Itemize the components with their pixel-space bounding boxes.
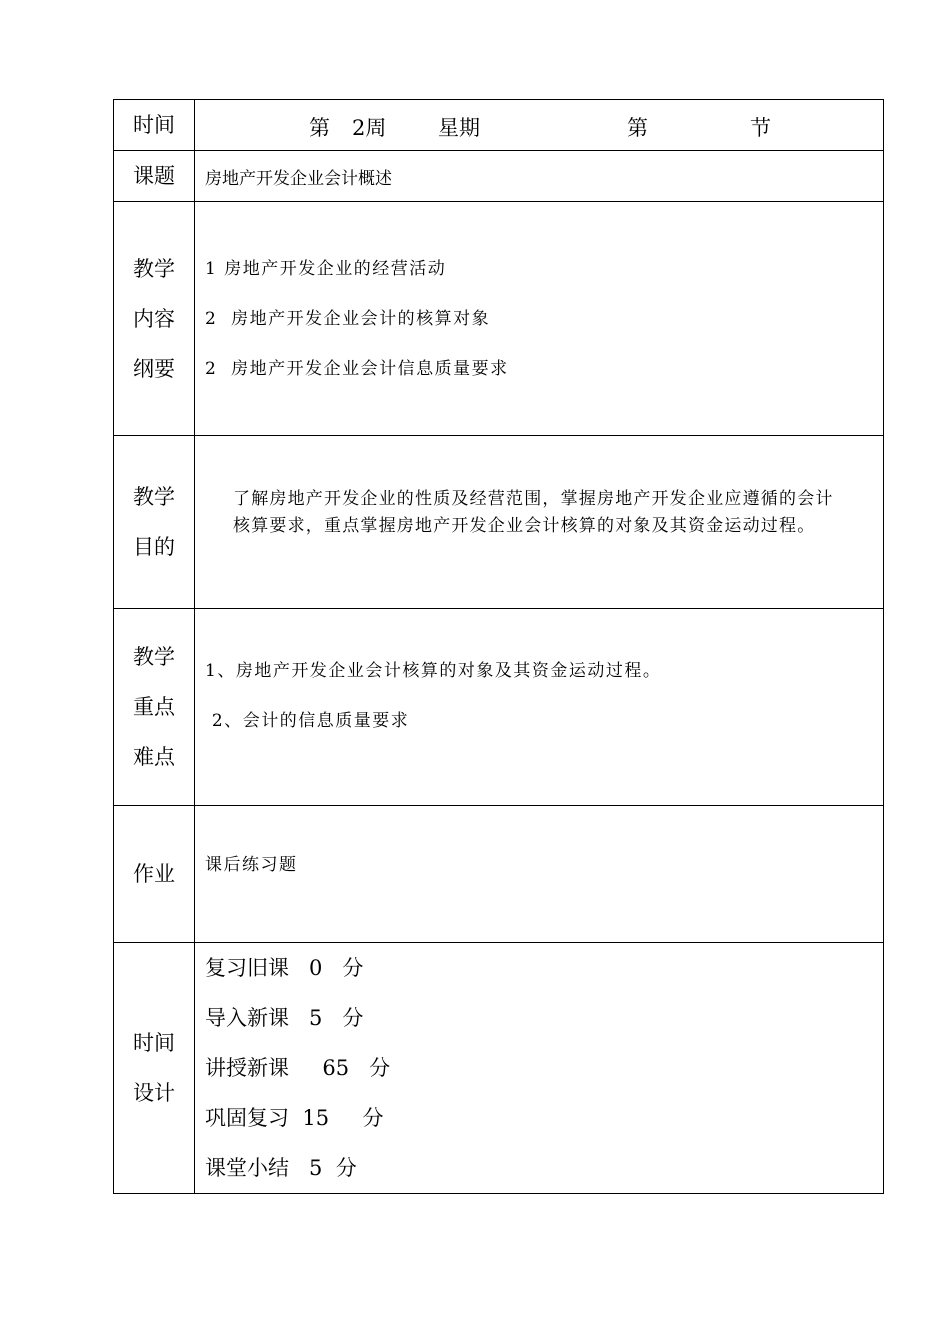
outline-list	[195, 202, 884, 436]
row-time-design	[114, 943, 884, 1194]
topic-text: 房地产开发企业会计概述	[205, 168, 392, 189]
label-outline-line-1: 教学	[133, 256, 175, 281]
section-prefix: 第	[627, 116, 648, 140]
label-keypoints-line-3: 难点	[133, 745, 175, 769]
time-design-item: 课堂小结 5 分	[205, 1156, 357, 1180]
label-topic	[114, 151, 195, 202]
row-keypoints	[114, 609, 884, 806]
time-value-cell	[195, 100, 884, 151]
row-outline	[114, 202, 884, 436]
label-homework-text: 作业	[133, 862, 175, 886]
label-topic-text: 课题	[133, 164, 175, 188]
keypoint-item: 2、会计的信息质量要求	[205, 711, 410, 731]
time-design-item: 巩固复习 15 分	[205, 1106, 384, 1130]
outline-item: 2 房地产开发企业会计的核算对象	[205, 309, 491, 329]
row-objective	[114, 436, 884, 609]
topic-value	[195, 151, 884, 202]
label-objective	[114, 436, 195, 609]
week-number: 2周	[352, 116, 387, 140]
label-time-design-line-2: 设计	[133, 1081, 175, 1105]
week-prefix: 第	[309, 116, 330, 140]
label-time-design-line-1: 时间	[133, 1031, 175, 1055]
objective-line: 了解房地产开发企业的性质及经营范围，掌握房地产开发企业应遵循的会计	[233, 489, 834, 509]
homework-value	[195, 806, 884, 943]
label-time-design	[114, 943, 195, 1194]
outline-item: 2 房地产开发企业会计信息质量要求	[205, 359, 509, 379]
label-homework	[114, 806, 195, 943]
keypoint-item: 1、房地产开发企业会计核算的对象及其资金运动过程。	[205, 661, 662, 681]
row-time	[114, 100, 884, 151]
time-design-list	[195, 943, 884, 1194]
lesson-plan-table	[113, 99, 884, 1194]
label-objective-line-2: 目的	[133, 535, 175, 559]
section-suffix: 节	[750, 116, 771, 140]
label-objective-line-1: 教学	[133, 485, 175, 509]
label-time-text: 时间	[133, 113, 175, 137]
row-homework	[114, 806, 884, 943]
time-design-item: 复习旧课 0 分	[205, 956, 364, 980]
label-outline	[114, 202, 195, 436]
label-keypoints-line-2: 重点	[133, 695, 175, 719]
label-time	[114, 100, 195, 151]
row-topic	[114, 151, 884, 202]
label-outline-line-2: 内容	[133, 306, 175, 331]
label-keypoints	[114, 609, 195, 806]
homework-text: 课后练习题	[205, 855, 298, 875]
label-outline-line-3: 纲要	[133, 356, 175, 381]
keypoints-list	[195, 609, 884, 806]
time-design-item: 讲授新课 65 分	[205, 1056, 391, 1080]
objective-line: 核算要求，重点掌握房地产开发企业会计核算的对象及其资金运动过程。	[233, 516, 816, 536]
objective-text-block	[195, 436, 884, 609]
time-design-item: 导入新课 5 分	[205, 1006, 364, 1030]
label-keypoints-line-1: 教学	[133, 645, 175, 669]
weekday-label: 星期	[438, 116, 480, 140]
outline-item: 1 房地产开发企业的经营活动	[205, 259, 447, 279]
